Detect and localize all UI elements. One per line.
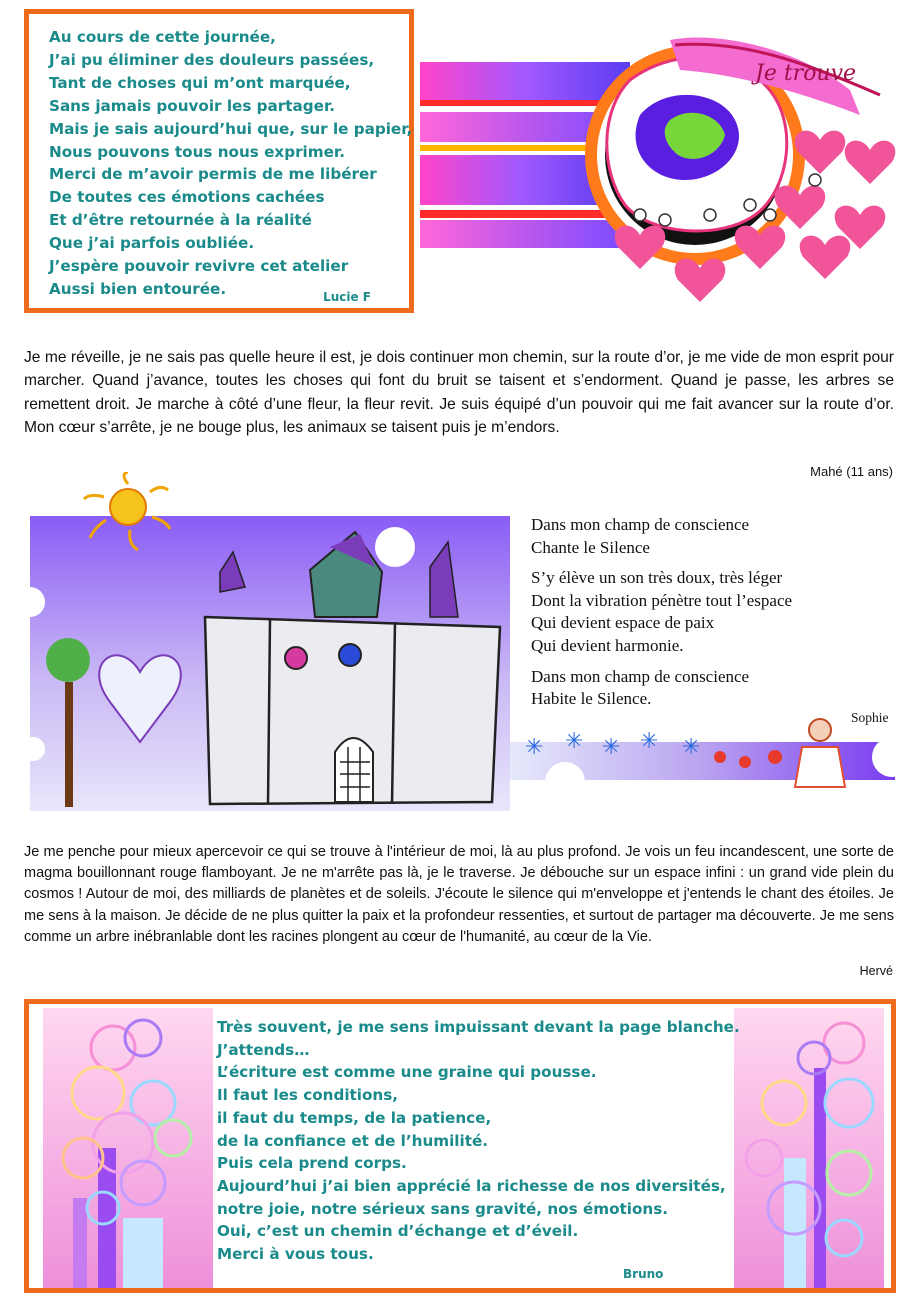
prose-mahe-author: Mahé (11 ans) xyxy=(810,464,893,479)
prose-herve: Je me penche pour mieux apercevoir ce qui se trouve à l'intérieur de moi, là au plus profond. Je vois un feu incandescent, une sorte de magma bouillonnant rouge flamboyant. Je ne m'arrête pas là, je le traverse. Je débouche sur un espace infini : un grand vide plein du cosmos ! Autour de moi, des milliards de planètes et de soleils. J'écoute le silence qui m'enveloppe et j'entends le chant des étoiles. Je me sens à la maison. Je décide de ne plus quitter la paix et la profondeur ressenties, et surtout de partager ma découverte. Je me sens comme un arbre inébranlable dont les racines plongent au cœur de l'humanité, au cœur de la Vie. xyxy=(24,844,894,945)
poem-lucie-line: Nous pouvons tous nous exprimer. xyxy=(49,142,345,161)
poem-bruno-line: Oui, c’est un chemin d’échange et d’éveil. xyxy=(217,1222,579,1241)
poem-lucie-line: Au cours de cette journée, xyxy=(49,28,276,46)
drawing-handwriting: Je trouve xyxy=(755,61,857,86)
decorative-drawing-hearts xyxy=(420,20,900,320)
poem-bruno-line: Très souvent, je me sens impuissant devant la page blanche. xyxy=(217,1018,740,1036)
poem-bruno-line: L’écriture est comme une graine qui pousse. xyxy=(217,1063,597,1082)
svg-text:✳: ✳ xyxy=(525,735,544,760)
poem-bruno-line: J’attends… xyxy=(217,1040,310,1059)
poem-lucie-author: Lucie F xyxy=(323,290,371,304)
prose-herve-author: Hervé xyxy=(859,964,893,978)
poem-bruno-line: Aujourd’hui j’ai bien apprécié la richesse de nos diversités, xyxy=(217,1176,726,1195)
poem-sophie-stanza-1: Dans mon champ de conscience Chante le Silence xyxy=(531,515,750,557)
poem-lucie-line: De toutes ces émotions cachées xyxy=(49,188,325,207)
poem-frame-bruno xyxy=(24,999,896,1293)
poem-bruno-line: de la confiance et de l’humilité. xyxy=(217,1131,489,1150)
svg-text:✳: ✳ xyxy=(682,735,701,760)
bubbles-right-decoration xyxy=(734,1008,884,1290)
poem-lucie-line: Et d’être retournée à la réalité xyxy=(49,211,312,230)
poem-sophie xyxy=(531,514,792,719)
bubbles-left-decoration xyxy=(43,1008,213,1290)
poem-lucie-line: J’espère pouvoir revivre cet atelier xyxy=(49,257,349,276)
poem-lucie-line: Sans jamais pouvoir les partager. xyxy=(49,96,336,115)
poem-lucie-line: Tant de choses qui m’ont marquée, xyxy=(49,73,351,92)
poem-lucie-line: J’ai pu éliminer des douleurs passées, xyxy=(49,50,375,69)
poem-lucie-line: Mais je sais aujourd’hui que, sur le papier, xyxy=(49,119,413,138)
svg-text:✳: ✳ xyxy=(565,729,584,754)
poem-bruno-line: notre joie, notre sérieux sans gravité, nos émotions. xyxy=(217,1199,669,1218)
poem-lucie-line: Merci de m’avoir permis de me libérer xyxy=(49,165,377,184)
poem-lucie-line: Aussi bien entourée. xyxy=(49,279,227,298)
poem-lucie-line: Que j’ai parfois oubliée. xyxy=(49,234,255,253)
poem-lucie-text xyxy=(49,26,412,301)
svg-text:✳: ✳ xyxy=(640,729,659,754)
poem-bruno-line: Merci à vous tous. xyxy=(217,1245,374,1264)
poem-bruno-line: il faut du temps, de la patience, xyxy=(217,1108,492,1127)
poem-bruno-author: Bruno xyxy=(623,1267,664,1281)
poem-sophie-stanza-3: Dans mon champ de conscience Habite le Silence. xyxy=(531,666,750,709)
poem-bruno-line: Puis cela prend corps. xyxy=(217,1154,407,1173)
poem-bruno-text xyxy=(217,1016,740,1266)
poem-sophie-stanza-2: S’y élève un son très doux, très léger Dont la vibration pénètre tout l’espace Qui devient espace de paix Qui devient harmonie. xyxy=(531,568,793,655)
poem-bruno-line: Il faut les conditions, xyxy=(217,1086,399,1105)
poem-frame-lucie xyxy=(24,9,414,313)
prose-mahe: Je me réveille, je ne sais pas quelle heure il est, je dois continuer mon chemin, sur la route d’or, je me vide de mon esprit pour marcher. Quand j’avance, toutes les choses qui font du bruit se taisent et s’endorment. Quand je passe, les arbres se remettent droit. Je marche à côté d’une fleur, la fleur revit. Je suis équipé d’un pouvoir qui me fait avancer sur la route d’or. Mon cœur s’arrête, je ne bouge plus, les animaux se taisent puis je m’endors. xyxy=(24,349,894,436)
svg-text:✳: ✳ xyxy=(602,735,621,760)
poem-sophie-author: Sophie xyxy=(851,710,889,725)
